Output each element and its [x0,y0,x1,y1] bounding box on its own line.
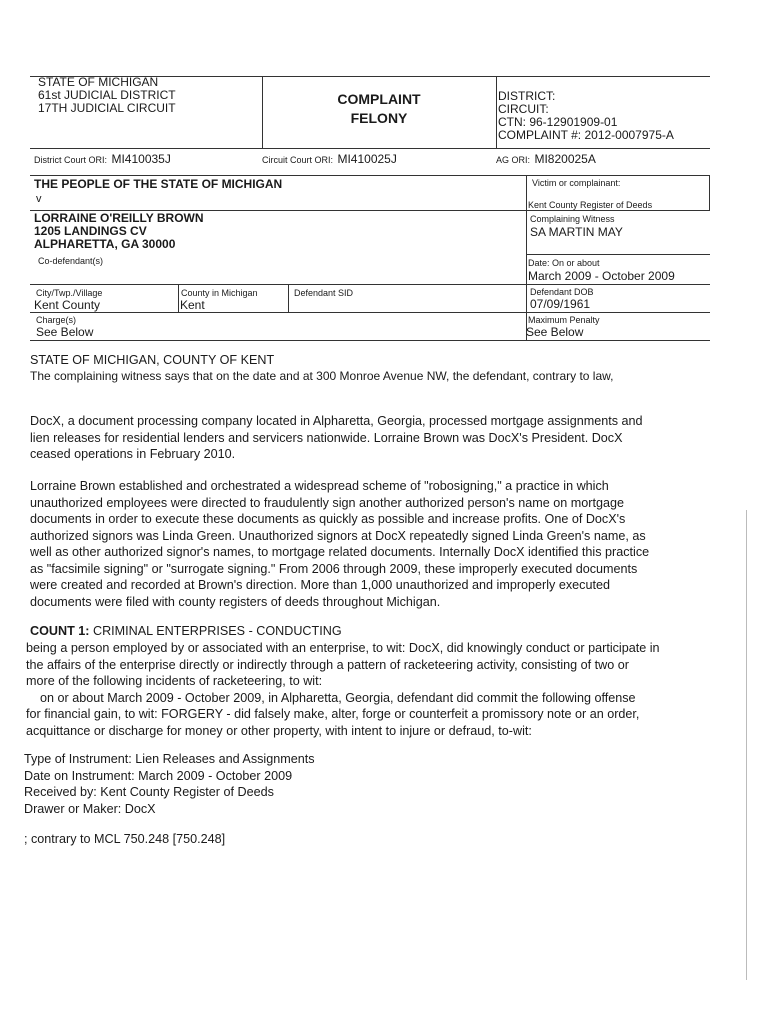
venue-line: STATE OF MICHIGAN, COUNTY OF KENT [30,353,275,367]
case-grid-top [30,175,710,176]
statute-citation: ; contrary to MCL 750.248 [750.248] [24,832,226,846]
ag-ori: AG ORI: MI820025A [496,152,596,166]
ag-ori-value: MI820025A [534,152,596,166]
court-name [38,76,176,115]
case-grid-divider [526,175,527,340]
document-title [262,90,496,128]
intro-line: The complaining witness says that on the date and at 300 Monroe Avenue NW, the defendant, contrary to law, [30,369,614,383]
witness-value: SA MARTIN MAY [530,225,623,239]
case-grid-rule-2 [30,284,710,285]
count-heading [30,624,342,638]
charges-value: See Below [36,325,94,339]
county-label: County in Michigan [181,288,258,298]
district-field: DISTRICT: [498,89,556,103]
defendant-city: ALPHARETTA, GA 30000 [34,237,176,251]
court-line-circuit: 17TH JUDICIAL CIRCUIT [38,101,176,115]
defendant-name: LORRAINE O'REILLY BROWN [34,211,204,225]
defendant-block [34,212,204,251]
count-title: CRIMINAL ENTERPRISES - CONDUCTING [92,624,342,638]
instrument-maker: Drawer or Maker: DocX [24,801,156,816]
people-caption: THE PEOPLE OF THE STATE OF MICHIGAN [34,177,283,191]
complaint-number: COMPLAINT #: 2012-0007975-A [498,128,674,142]
instrument-type: Type of Instrument: Lien Releases and Assignments [24,752,315,766]
witness-label: Complaining Witness [530,214,615,224]
court-line-state: STATE OF MICHIGAN [38,75,159,89]
offense-date-value: March 2009 - October 2009 [528,269,675,283]
circuit-ori-value: MI410025J [337,152,397,166]
case-grid-rule-witness [526,254,710,255]
victim-value: Kent County Register of Deeds [528,200,653,210]
ctn-field: CTN: 96-12901909-01 [498,115,618,129]
case-grid-bottom [30,340,710,341]
count-number: COUNT 1: [30,624,90,638]
header-divider-right [496,76,497,148]
dob-label: Defendant DOB [530,287,594,297]
defendant-street: 1205 LANDINGS CV [34,224,147,238]
case-numbers [498,90,674,142]
sid-label: Defendant SID [294,288,354,298]
circuit-ori: Circuit Court ORI: MI410025J [262,152,397,166]
court-line-district: 61st JUDICIAL DISTRICT [38,88,176,102]
city-value: Kent County [34,298,101,312]
city-label: City/Twp./Village [36,288,103,298]
scan-edge-artifact [746,510,747,980]
paragraph-company: DocX, a document processing company located in Alpharetta, Georgia, processed mortgage assignments and lien releases for residential lenders and servicers nationwide. Lorraine Brown was DocX's President. DocX ceased operations in February 2010. [30,414,643,461]
district-ori: District Court ORI: MI410035J [34,152,171,166]
title-felony: FELONY [350,110,408,126]
dob-value: 07/09/1961 [530,297,591,311]
versus: v [36,193,42,205]
instrument-details [24,751,424,817]
instrument-received-by: Received by: Kent County Register of Deeds [24,785,274,799]
victim-label: Victim or complainant: [532,178,621,188]
victim-box-right [709,175,710,211]
paragraph-scheme: Lorraine Brown established and orchestrated a widespread scheme of "robosigning," a practice in which unauthorized employees were directed to fraudulently sign another authorized person's name on mortgage documents in order to execute these documents as quickly as possible and increase profits. One of DocX's authorized signors was Linda Green. Unauthorized signors at DocX repeatedly signed Linda Green's name, as well as other authorized signor's names, to mortgage related documents. Internally DocX identified this practice as "facsimile signing" or "surrogate signing." From 2006 through 2009, these improperly executed documents were created and recorded at Brown's direction. More than 1,000 unauthorized and improperly executed documents were filed with county registers of deeds throughout Michigan. [30,479,650,609]
district-ori-value: MI410035J [111,152,171,166]
case-grid-divider-county [288,284,289,312]
codefendant-label: Co-defendant(s) [38,256,104,266]
circuit-field: CIRCUIT: [498,102,549,116]
offense-date-label: Date: On or about [528,258,600,268]
county-value: Kent [180,298,205,312]
count-description: being a person employed by or associated with an enterprise, to wit: DocX, did knowingly conduct or participate in the affairs of the enterprise directly or indirectly through a pattern of racketeering activity, consisting of two or more of the following incidents of racketeering, to wit: on or about March 2009 - October 2009, in Alpharetta, Georgia, defendant did commit the following offense for financial gain, to wit: FORGERY - did falsely make, alter, forge or counterfeit a promissory note or an order, acquittance or discharge for money or other property, with intent to injure or defraud, to-wit: [26,641,660,738]
charges-label: Charge(s) [36,315,77,325]
header-bottom-rule [30,148,710,149]
penalty-label: Maximum Penalty [528,315,600,325]
case-grid-divider-city [178,284,179,312]
title-complaint: COMPLAINT [337,91,421,107]
instrument-date: Date on Instrument: March 2009 - October 2009 [24,768,293,783]
case-grid-rule-3 [30,312,710,313]
penalty-value: See Below [526,325,584,339]
